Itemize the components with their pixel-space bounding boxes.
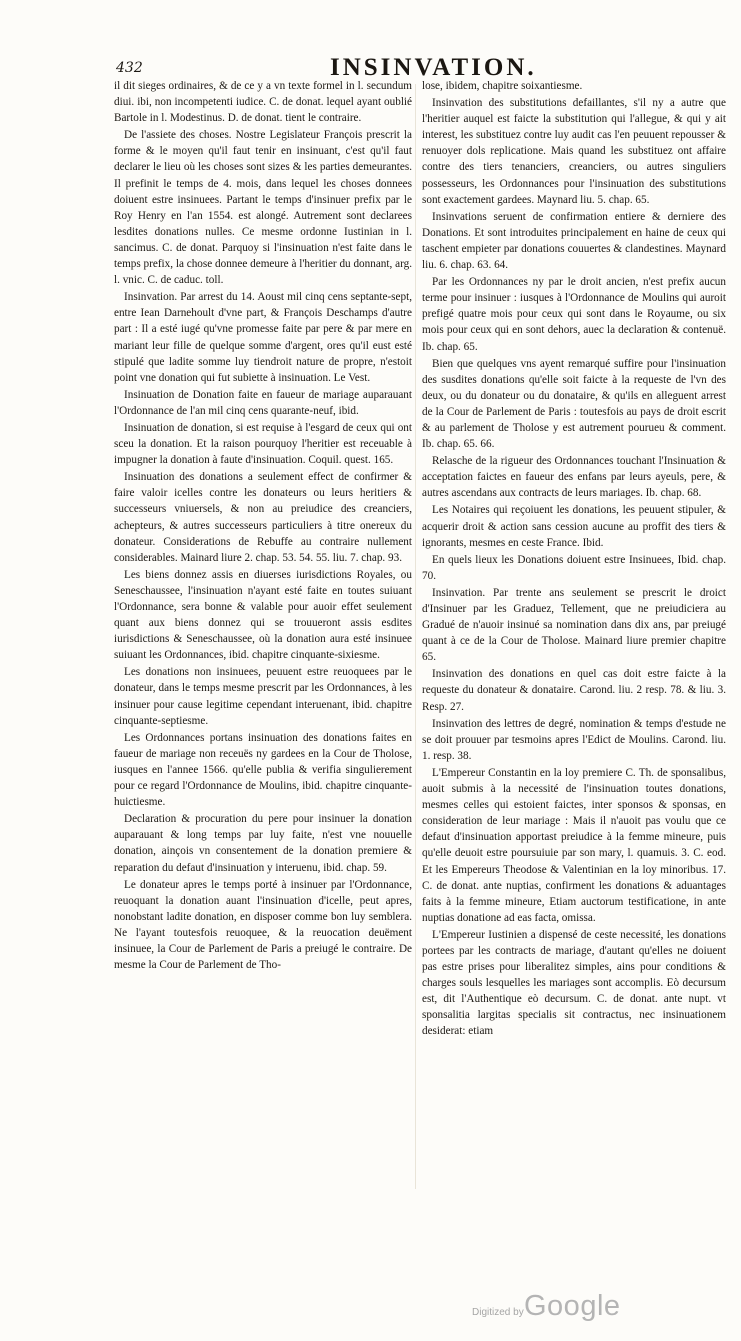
paragraph: Les Ordonnances portans insinuation des donations faites en faueur de mariage non receuës ny gardees en la Cour de Tholose, iusques en l'annee 1566. qu'elle publia & verifia singulierement pour ce regard l'Ordonnance de Moulins, ibid. chapitre cinquante-huictiesme.	[114, 731, 412, 809]
paragraph: Insinvation. Par trente ans seulement se prescrit le droict d'Insinuer par les Graduez, Tellement, que ne preiudiciera au Gradué de n'auoir insinué sa nomination dans dix ans, par preiugé quant à ce de la Cour de Tholose. Mainard liure premier chapitre 65.	[422, 586, 726, 664]
paragraph: Le donateur apres le temps porté à insinuer par l'Ordonnance, reuoquant la donation auant l'insinuation d'icelle, peut apres, nonobstant ladite donation, en disposer comme bon luy semblera. Ne l'ayant toutesfois reuoquee, & la reuocation deuëment insinuee, la Cour de Parlement de Paris a preiugé le contraire. De mesme la Cour de Parlement de Tho-	[114, 878, 412, 972]
paragraph: L'Empereur Iustinien a dispensé de ceste necessité, les donations portees par les contracts de mariage, d'autant qu'elles ne doiuent pas estre prises pour liberalitez simples, ains pour conditions & charges souls lesquelles les mariages sont accomplis. Eò decursum est, dit l'Authentique eò decursum. C. de donat. ante nupt. vt sponsalitia largitas specialis sit contractus, nec insinuationem desiderat: etiam	[422, 928, 726, 1038]
paragraph: En quels lieux les Donations doiuent estre Insinuees, Ibid. chap. 70.	[422, 553, 726, 582]
paragraph: Insinvation des lettres de degré, nomination & temps d'estude ne se doit prouuer par tesmoins apres l'Edict de Moulins. Carond. liu. 1. resp. 38.	[422, 717, 726, 762]
paragraph: L'Empereur Constantin en la loy premiere C. Th. de sponsalibus, auoit submis à la necessité de l'insinuation toutes donations, mesmes celles qui estoient faictes, inter sponsos & sponsas, en consideration de leur mariage : Mais il n'auoit pas voulu que ce defaut d'insinuation apportast preiudice à la femme mineure, puis qu'elle deuoit estre poursuiuie par son mary, l. quamuis. 3. C. eod. Et les Empereurs Theodose & Valentinian en la loy minoribus. 17. C. de donat. ante nuptias, confirment les donations & aduantages faits à la femme mineure, Etiam auctorum testificatione, in ante nuptias donatione ad eas facta, omissa.	[422, 766, 726, 924]
paragraph: Insinuation des donations a seulement effect de confirmer & faire valoir icelles contre les donateurs ou leurs heritiers & successeurs vniuersels, & non au preiudice des creanciers, achepteurs, & autres successeurs particuliers à titre onereux du donateur. Considerations de Rebuffe au contraire nullement considerables. Mainard liure 2. chap. 53. 54. 55. liu. 7. chap. 93.	[114, 471, 412, 564]
paragraph: Bien que quelques vns ayent remarqué suffire pour l'insinuation des susdites donations qu'elle soit faicte à la requeste de l'vn des deux, ou du donateur ou du donataire, & qu'ils en alleguent arrest de la Cour de Parlement de Paris : toutesfois au pays de droit escrit & au parlement de Tholose y est autrement pourueu & comment. Ib. chap. 65. 66.	[422, 357, 726, 451]
right-column	[422, 78, 726, 1198]
paragraph: Insinuation de Donation faite en faueur de mariage auparauant l'Ordonnance de l'an mil cinq cens quarante-neuf, ibid.	[114, 388, 412, 417]
paragraph: Les Notaires qui reçoiuent les donations, les peuuent stipuler, & acquerir droit & action sans cession aucune au proffit des tiers & ignorants, mesmes en ceste France. Ibid.	[422, 504, 726, 549]
paragraph: Insinvation. Par arrest du 14. Aoust mil cinq cens septante-sept, entre Iean Darnehoult d'vne part, & François Deschamps d'autre part : Il a esté iugé qu'vne promesse faite par pere & par mere en mariant leur fille de quelque somme d'argent, ores qu'il eust esté stipulé que ladite somme luy tiendroit nature de propre, n'estoit point vne donation qui fut subiette à insinuation. Le Vest.	[114, 291, 412, 384]
paragraph: lose, ibidem, chapitre soixantiesme.	[422, 80, 583, 92]
digitized-watermark	[472, 1290, 672, 1326]
paragraph: Insinvation des substitutions defaillantes, s'il ny a autre que l'heritier auquel est faicte la substitution qui l'allegue, & qui y ait interest, les substituez contre luy audit cas l'en peuuent repousser & renuoyer dols replicatione. Mais quand les substituez ont affaire contre des tiers tenanciers, creanciers, ou autres singuliers possesseurs, les Ordonnances pour l'insinuation des substitutions sont exactement gardees. Maynard liu. 5. chap. 65.	[422, 97, 726, 206]
paragraph: Insinvations seruent de confirmation entiere & derniere des Donations. Et sont introduites principalement en haine de ceux qui taschent empieter par donations couuertes & clandestines. Maynard liu. 6. chap. 63. 64.	[422, 210, 726, 272]
google-logo: Google	[524, 1290, 621, 1322]
paragraph: Relasche de la rigueur des Ordonnances touchant l'Insinuation & acceptation faictes en faueur des enfans par leurs ayeuls, pere, & autres ascendans aux contracts de leurs mariages. Ib. chap. 68.	[422, 455, 726, 500]
paragraph: il dit sieges ordinaires, & de ce y a vn texte formel in l. secundum diui. ibi, non incompetenti iudice. C. de donat. lequel ayant oublié Bartole in l. Modestinus. D. de donat. tient le contraire.	[114, 80, 412, 125]
running-head: INSINVATION.	[330, 54, 537, 81]
left-column	[114, 78, 412, 1198]
paragraph: Insinvation des donations en quel cas doit estre faicte à la requeste du donateur & donataire. Carond. liu. 2 resp. 78. & liu. 3. Resp. 27.	[422, 668, 726, 713]
paragraph: Les donations non insinuees, peuuent estre reuoquees par le donateur, dans le temps mesme prescrit par les Ordonnances, à les insinuer pour cause legitime cependant interuenant, ibid. chapitre cinquante-septiesme.	[114, 666, 412, 727]
page-number: 432	[116, 60, 143, 76]
watermark-prefix: Digitized by	[472, 1307, 524, 1318]
paragraph: Par les Ordonnances ny par le droit ancien, n'est prefix aucun terme pour insinuer : iusques à l'Ordonnance de Moulins qui auroit prefigé quatre mois pour ceux qui sont dans le Royaume, ou six mois pour ceux qui en sont dehors, auec la declaration & contenuë. Ib. chap. 65.	[422, 276, 726, 353]
paragraph: De l'assiete des choses. Nostre Legislateur François prescrit la forme & le moyen qu'il faut tenir en insinuant, c'est qu'il faut declarer le lieu où les choses sont sizes & les parties demeurantes. Il prefinit le temps de 4. mois, dans lequel les choses donnees doiuent estre insinuees. Partant le temps d'insinuer prefix par le Roy Henry en l'an 1554. est alongé. Autrement sont declarees lesdites donations nulles. Ce mesme ordonne Iustinian in l. sancimus. C. de donat. Parquoy si l'insinuation n'est faite dans le temps prefix, la chose donnee demeure à l'heritier du donnant, arg. l. vnic. C. de caduc. toll.	[114, 129, 412, 287]
column-gutter	[415, 84, 416, 1189]
paragraph: Les biens donnez assis en diuerses iurisdictions Royales, ou Seneschaussee, l'insinuation n'ayant esté faite en toutes suiuant l'Ordonnance, sera bonne & valable pour auoir effet seulement quant aux biens donnez qui se trouueront assis esdites iurisdictions & Seneschaussee, où la donation aura esté insinuee suiuant les Ordonnances, ibid. chapitre cinquante-sixiesme.	[114, 568, 412, 662]
paragraph: Insinuation de donation, si est requise à l'esgard de ceux qui ont sceu la donation. Et la raison pourquoy l'heritier est receuable à impugner la donation à faute d'insinuation. Coquil. quest. 165.	[114, 421, 412, 467]
paragraph: Declaration & procuration du pere pour insinuer la donation auparauant & long temps par luy faite, n'est vne nouuelle donation, ainçois vn consentement de la donation premiere & reparation du defaut d'insinuation y interuenu, ibid. chap. 59.	[114, 813, 412, 874]
